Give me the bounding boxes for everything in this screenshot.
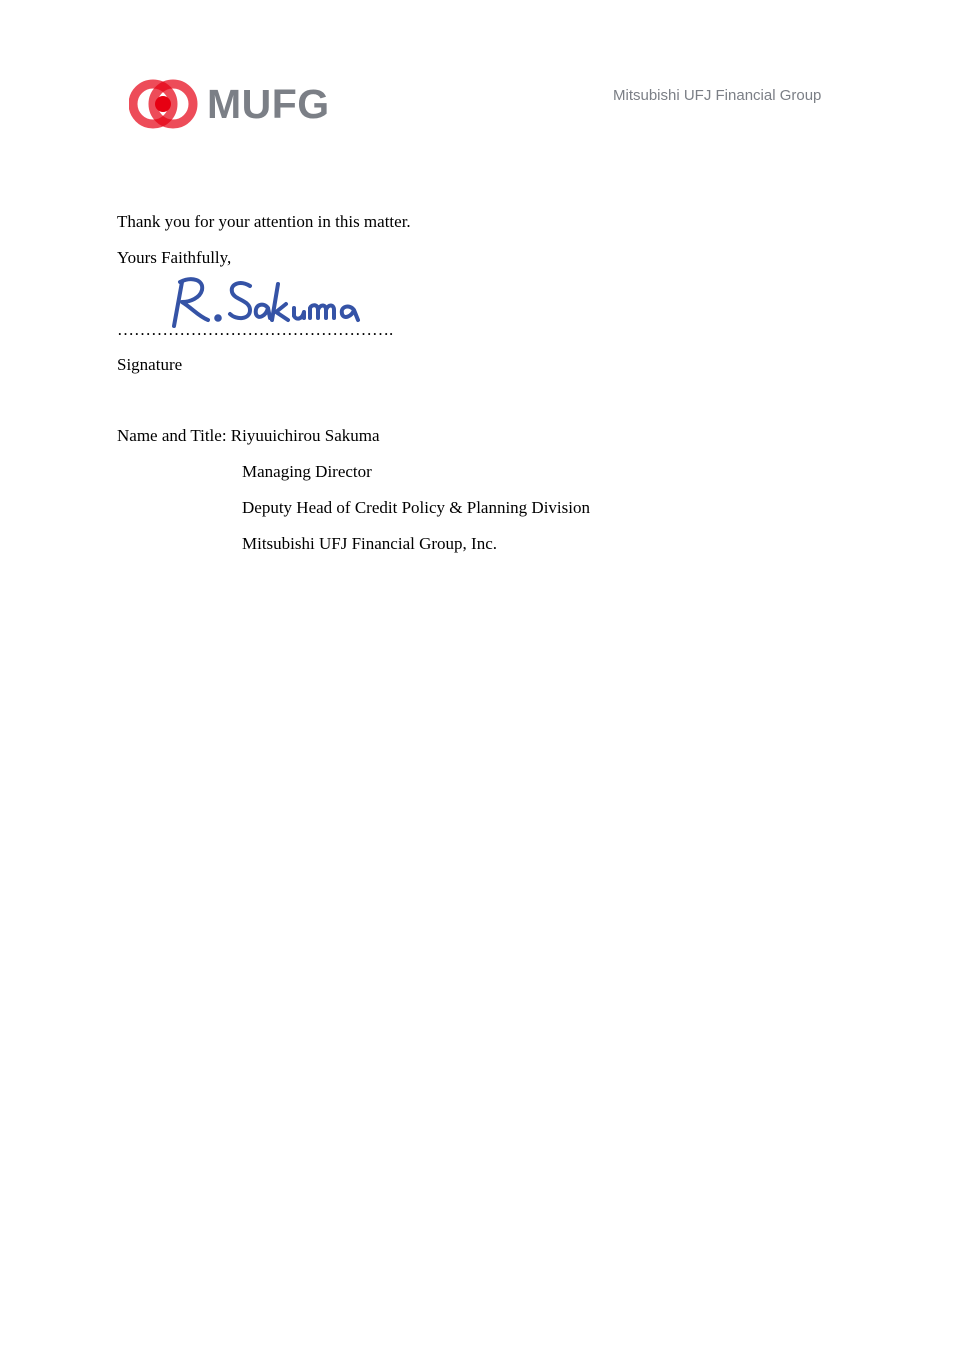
closing-line: Thank you for your attention in this matter. bbox=[117, 212, 411, 231]
salutation: Yours Faithfully, bbox=[117, 248, 232, 267]
title-line-1: Managing Director bbox=[242, 462, 372, 481]
title-line-3: Mitsubishi UFJ Financial Group, Inc. bbox=[242, 534, 497, 553]
name-and-title-label: Name and Title: Riyuuichirou Sakuma bbox=[117, 426, 380, 445]
mufg-logo-mark-icon bbox=[129, 78, 201, 130]
group-name-header: Mitsubishi UFJ Financial Group bbox=[613, 87, 822, 104]
title-line-2: Deputy Head of Credit Policy & Planning Division bbox=[242, 498, 590, 517]
signature-label: Signature bbox=[117, 355, 183, 374]
logo-center-dot bbox=[155, 96, 171, 112]
logo-wordmark: MUFG bbox=[207, 81, 330, 127]
mufg-logo bbox=[129, 78, 339, 130]
signature-dotted-line: …………………………………………. bbox=[117, 320, 394, 339]
